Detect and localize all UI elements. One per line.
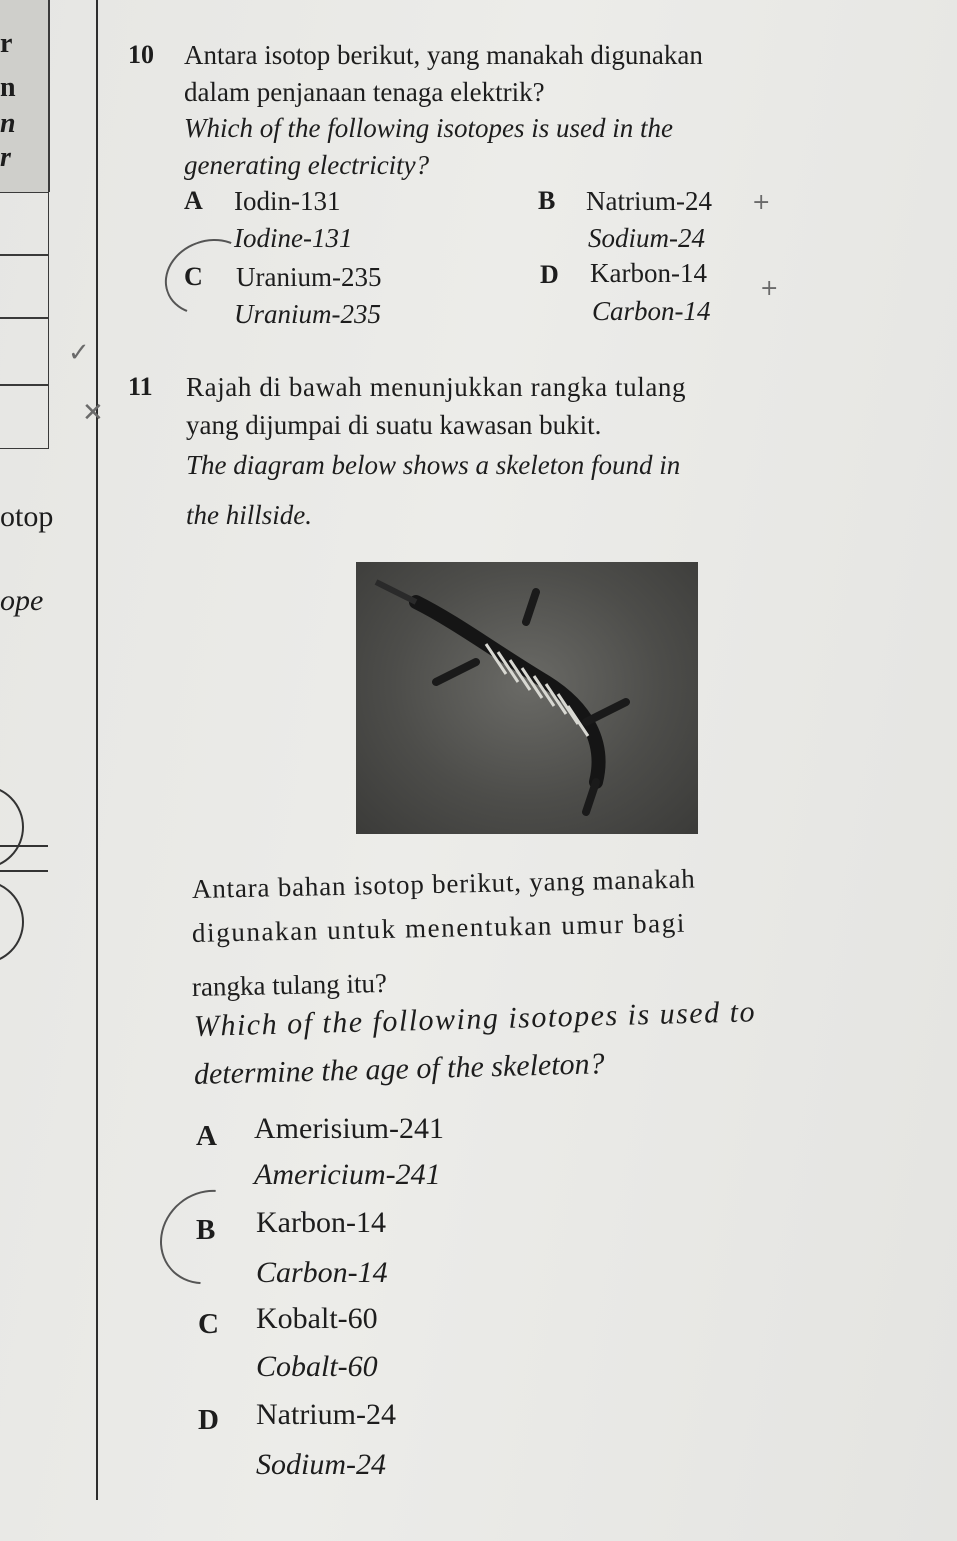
q11-option-c-english: Cobalt-60	[256, 1350, 378, 1383]
left-margin-word: otop	[0, 500, 54, 533]
left-diagram-circle	[0, 785, 24, 869]
q10-option-c-english: Uranium-235	[234, 299, 381, 329]
q11-option-a-malay: Amerisium-241	[254, 1112, 444, 1145]
q10-option-d-malay: Karbon-14	[590, 258, 707, 288]
left-margin-letter: n	[0, 108, 16, 139]
left-diagram-line	[0, 870, 48, 872]
question-10-number: 10	[128, 40, 154, 69]
question-10-malay-line: Antara isotop berikut, yang manakah digunakan	[184, 40, 703, 70]
pencil-plus-mark: +	[752, 190, 771, 215]
q11-option-d-english: Sodium-24	[256, 1448, 386, 1481]
question-10-english-line: Which of the following isotopes is used in the	[184, 113, 673, 143]
question-11-malay-line: Antara bahan isotop berikut, yang manakah	[191, 863, 696, 904]
q10-option-d-letter: D	[540, 260, 559, 289]
q10-option-c-malay: Uranium-235	[236, 262, 382, 292]
left-table-row	[0, 317, 49, 386]
left-margin-word: ope	[0, 584, 44, 617]
question-11-intro-malay-line: yang dijumpai di suatu kawasan bukit.	[186, 410, 602, 440]
q11-option-c-malay: Kobalt-60	[256, 1302, 378, 1335]
left-table-row	[0, 192, 49, 256]
q11-option-b-letter: B	[196, 1214, 216, 1246]
q11-option-c-letter: C	[198, 1308, 219, 1340]
question-11-malay-line: digunakan untuk menentukan umur bagi	[191, 907, 687, 948]
question-11-intro-english-line: the hillside.	[186, 500, 312, 530]
q11-option-d-malay: Natrium-24	[256, 1398, 396, 1431]
q11-option-d-letter: D	[198, 1404, 219, 1436]
question-11-intro-malay-line: Rajah di bawah menunjukkan rangka tulang	[186, 372, 687, 402]
question-11-intro-english-line: The diagram below shows a skeleton found in	[186, 450, 681, 480]
q10-option-a-malay: Iodin-131	[234, 186, 341, 216]
question-10-english-line: generating electricity?	[184, 150, 430, 180]
fossil-skeleton-image	[356, 562, 698, 834]
question-11-english-line: determine the age of the skeleton?	[193, 1047, 605, 1091]
question-11-number: 11	[128, 372, 153, 401]
pencil-tick-mark: ✓	[68, 338, 90, 368]
q10-option-b-malay: Natrium-24	[586, 186, 712, 216]
left-table-row	[0, 254, 49, 319]
q10-option-b-letter: B	[538, 186, 556, 215]
left-margin-letter: n	[0, 72, 16, 103]
q10-option-d-english: Carbon-14	[592, 296, 711, 326]
question-10-malay-line: dalam penjanaan tenaga elektrik?	[184, 77, 545, 107]
left-margin-letter: r	[0, 28, 13, 59]
q10-option-a-english: Iodine-131	[234, 223, 353, 253]
left-margin-letter: r	[0, 142, 11, 173]
q10-option-a-letter: A	[184, 186, 203, 215]
pencil-cross-mark: ✕	[82, 398, 104, 428]
q11-option-a-english: Americium-241	[254, 1158, 441, 1191]
question-11-malay-line: rangka tulang itu?	[191, 967, 388, 1002]
q11-option-b-english: Carbon-14	[256, 1256, 388, 1289]
left-diagram-circle	[0, 880, 24, 964]
q10-option-c-letter: C	[184, 262, 203, 291]
page-margin-line	[96, 0, 98, 1500]
question-11-english-line: Which of the following isotopes is used to	[193, 995, 757, 1043]
q11-option-b-malay: Karbon-14	[256, 1206, 386, 1239]
left-diagram-line	[0, 845, 48, 847]
q10-option-b-english: Sodium-24	[588, 223, 705, 253]
pencil-plus-mark: +	[760, 276, 779, 301]
q11-option-a-letter: A	[196, 1120, 217, 1152]
left-table-row	[0, 384, 49, 449]
